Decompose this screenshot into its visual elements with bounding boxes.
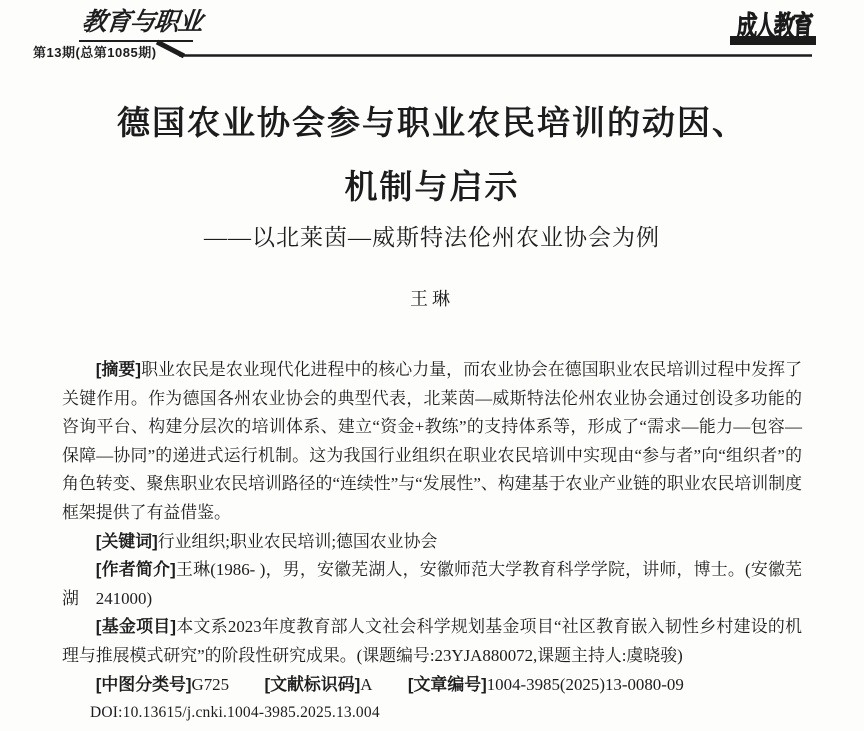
abstract-text: 职业农民是农业现代化进程中的核心力量，而农业协会在德国职业农民培训过程中发挥了关键作用。作为德国各州农业协会的典型代表，北莱茵—威斯特法伦州农业协会通过创设多功能的咨询平台、构建分层次的培训体系、建立“资金+教练”的支持体系等，形成了“需求—能力—包容—保障—协同”的递进式运行机制。这为我国行业组织在职业农民培训中实现由“参与者”向“组织者”的角色转变、聚焦职业农民培训路径的“连续性”与“发展性”、构建基于农业产业链的职业农民培训制度框架提供了有益借鉴。 (62, 360, 803, 522)
author-bio-paragraph (62, 556, 802, 613)
journal-logo: 教育与职业 (80, 7, 204, 36)
article-no-label: [文章编号] (407, 674, 487, 694)
keywords-paragraph (62, 528, 802, 557)
issue-number: 第13期(总第1085期) (33, 45, 157, 60)
classification-line (62, 671, 802, 700)
article-title (0, 91, 864, 219)
abstract-paragraph (62, 356, 802, 528)
doc-code-value: A (360, 674, 373, 694)
clc-value: G725 (191, 674, 230, 694)
doc-code-label: [文献标识码] (264, 674, 361, 694)
keywords-label: [关键词] (95, 531, 158, 551)
title-line-2: 机制与启示 (344, 168, 520, 205)
doi-line: DOI:10.13615/j.cnki.1004-3985.2025.13.004 (90, 704, 380, 722)
fund-project-paragraph (62, 613, 802, 670)
abstract-label: [摘要] (95, 360, 142, 379)
article-no-value: 1004-3985(2025)13-0080-09 (486, 674, 684, 694)
section-banner-text: 成人教育 (735, 9, 813, 43)
keywords-text: 行业组织;职业农民培训;德国农业协会 (157, 531, 438, 551)
author-bio-label: [作者简介] (95, 560, 176, 580)
title-line-1: 德国农业协会参与职业农民培训的动因、 (117, 104, 747, 141)
author-bio-text: 王琳(1986- )，男，安徽芜湖人，安徽师范大学教育科学学院，讲师，博士。(安徽芜湖 241000) (62, 560, 803, 608)
section-banner (730, 9, 816, 48)
fund-project-text: 本文系2023年度教育部人文社会科学规划基金项目“社区教育嵌入韧性乡村建设的机理与推展模式研究”的阶段性研究成果。(课题编号:23YJA880072,课题主持人:虞晓骏) (62, 617, 803, 665)
author-name: 王琳 (410, 289, 454, 309)
front-matter (62, 356, 802, 728)
clc-label: [中图分类号] (95, 674, 192, 694)
fund-project-label: [基金项目] (95, 617, 177, 637)
article-subtitle: ——以北莱茵—威斯特法伦州农业协会为例 (204, 225, 660, 250)
